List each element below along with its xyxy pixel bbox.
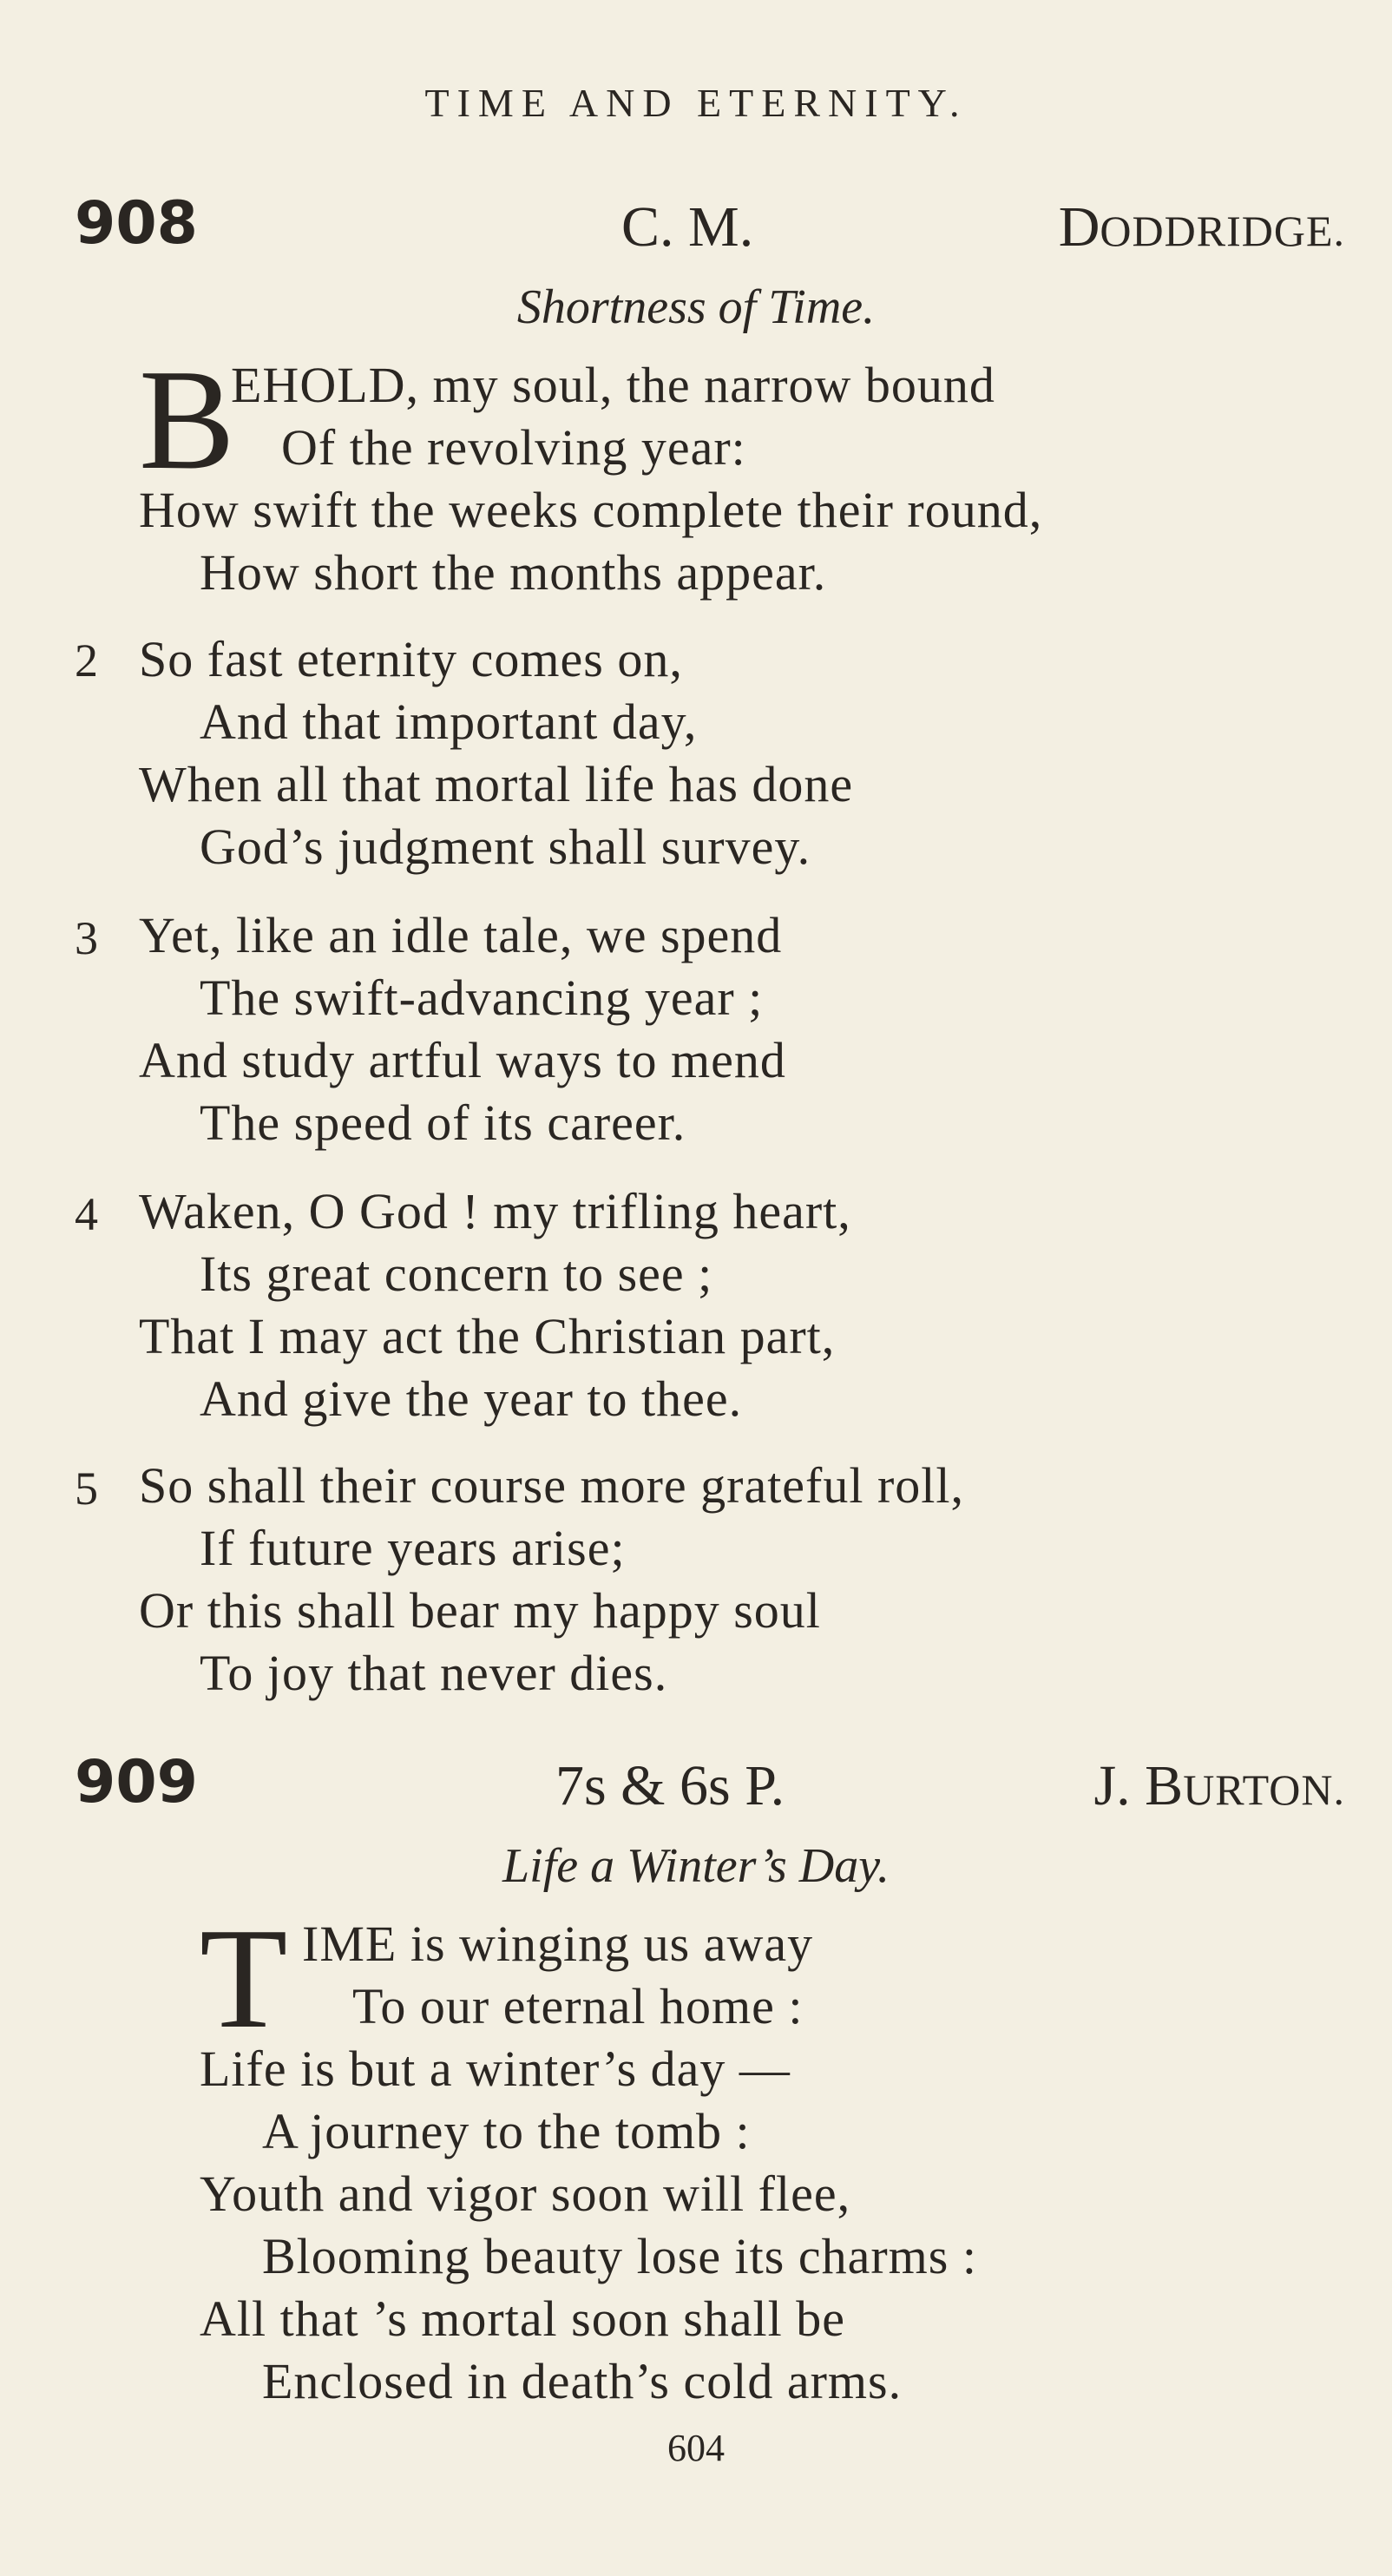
verse-line: So shall their course more grateful roll, (139, 1457, 965, 1514)
verse-line: To our eternal home : (352, 1978, 804, 2034)
verse-line: And study artful ways to mend (139, 1032, 786, 1088)
stanza-number: 5 (75, 1462, 98, 1515)
drop-cap: T (200, 1898, 288, 2058)
verse-line: IME is winging us away (302, 1916, 814, 1972)
hymn-author: J. BURTON. (1093, 1754, 1345, 1817)
verse-line: Youth and vigor soon will flee, (200, 2165, 851, 2222)
verse-line: A journey to the tomb : (262, 2103, 751, 2159)
verse-line: If future years arise; (200, 1520, 626, 1576)
verse-line: Its great concern to see ; (200, 1245, 713, 1302)
hymn-header-908 (0, 189, 1392, 276)
verse-line: The swift-advancing year ; (200, 969, 764, 1026)
hymn-title: Life a Winter’s Day. (502, 1839, 890, 1893)
verse-line: God’s judgment shall survey. (200, 818, 811, 875)
verse-line: And that important day, (200, 693, 698, 750)
verse-line: When all that mortal life has done (139, 756, 854, 812)
verse-line: How swift the weeks complete their round, (139, 482, 1043, 538)
hymn-number: 909 (75, 1748, 198, 1817)
verse-line: Of the revolving year: (281, 419, 746, 476)
hymn-meter: C. M. (621, 195, 754, 259)
hymn-title: Shortness of Time. (516, 280, 876, 334)
stanza-number: 3 (75, 912, 98, 964)
verse-line: All that ’s mortal soon shall be (200, 2290, 846, 2347)
hymn-author: DODDRIDGE. (1058, 195, 1345, 259)
verse-line: That I may act the Christian part, (139, 1308, 836, 1364)
stanza-number: 2 (75, 634, 98, 687)
verse-line: Yet, like an idle tale, we spend (139, 907, 783, 963)
drop-cap: B (139, 339, 235, 499)
running-head: TIME AND ETERNITY. (424, 81, 968, 125)
verse-line: Life is but a winter’s day — (200, 2040, 791, 2097)
verse-line: To joy that never dies. (200, 1645, 668, 1701)
verse-line: Blooming beauty lose its charms : (262, 2228, 977, 2284)
hymn-meter: 7s & 6s P. (555, 1754, 785, 1817)
hymn-number: 908 (75, 189, 198, 258)
verse-line: EHOLD, my soul, the narrow bound (231, 357, 995, 413)
verse-line: So fast eternity comes on, (139, 631, 683, 687)
verse-line: Enclosed in death’s cold arms. (262, 2353, 903, 2409)
verse-line: And give the year to thee. (200, 1370, 743, 1427)
hymn-header-909 (0, 1748, 1392, 1835)
verse-line: Waken, O God ! my trifling heart, (139, 1183, 851, 1239)
verse-line: Or this shall bear my happy soul (139, 1582, 821, 1639)
verse-line: How short the months appear. (200, 544, 827, 601)
stanza-number: 4 (75, 1188, 98, 1240)
verse-line: The speed of its career. (200, 1094, 686, 1151)
page-number: 604 (667, 2427, 725, 2469)
